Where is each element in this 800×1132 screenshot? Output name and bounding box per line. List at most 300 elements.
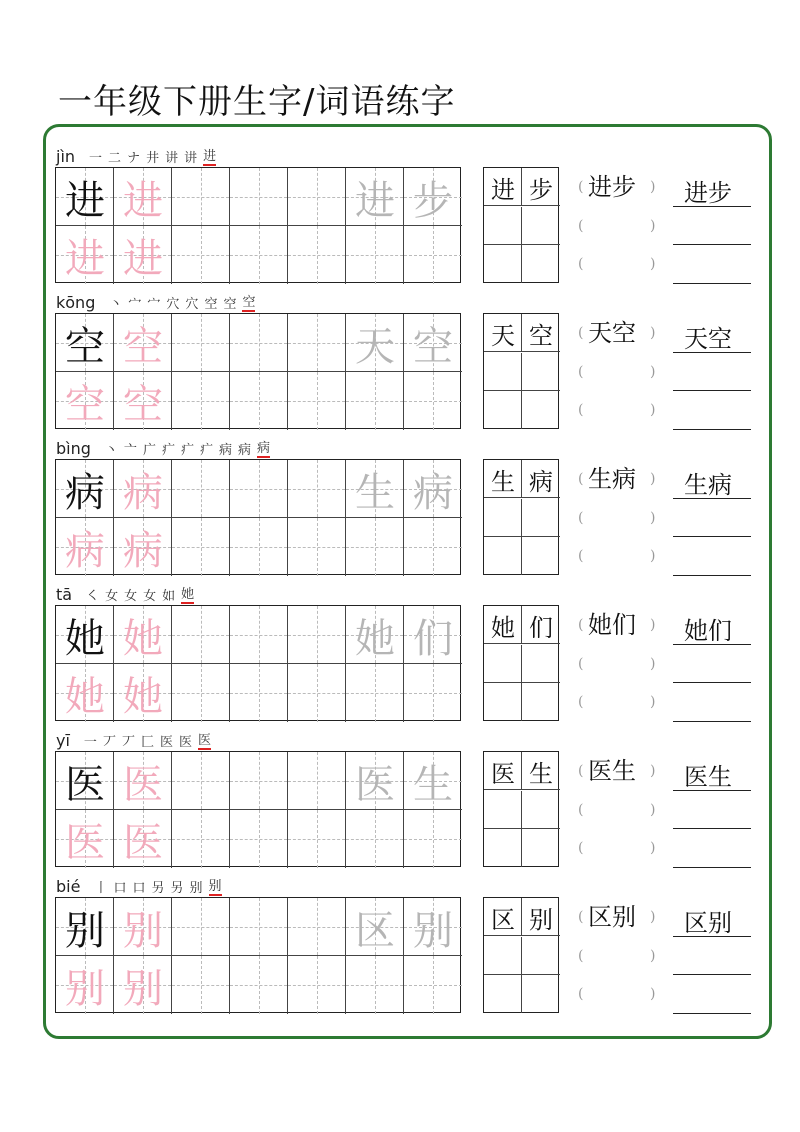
- pinyin: bié: [56, 877, 81, 896]
- paren-open: (: [578, 402, 584, 418]
- paren-open: (: [578, 948, 584, 964]
- writing-line[interactable]: [673, 498, 751, 499]
- grid-cell[interactable]: [404, 314, 462, 372]
- grid-cell[interactable]: [172, 460, 230, 518]
- stroke-step: 另: [151, 881, 165, 896]
- grid-cell[interactable]: [346, 314, 404, 372]
- grid-cell[interactable]: [56, 606, 114, 664]
- stroke-step: 疒: [180, 443, 194, 458]
- grid-cell[interactable]: [172, 226, 230, 284]
- paren-close: ): [650, 510, 656, 526]
- grid-cell[interactable]: [288, 810, 346, 868]
- stroke-step: 穴: [166, 297, 180, 312]
- paren-close: ): [650, 548, 656, 564]
- grid-cell[interactable]: [404, 372, 462, 430]
- word-char-1: 医: [355, 761, 395, 808]
- grid-cell[interactable]: [346, 898, 404, 956]
- grid-cell[interactable]: [56, 810, 114, 868]
- pinyin: tā: [56, 585, 73, 604]
- grid-cell[interactable]: [288, 168, 346, 226]
- stroke-step: 口: [132, 881, 146, 896]
- pinyin-stroke-line: [56, 290, 261, 312]
- grid-cell[interactable]: [172, 898, 230, 956]
- grid-cell[interactable]: [114, 664, 172, 722]
- paren-close: ): [650, 656, 656, 672]
- paren-open: (: [578, 364, 584, 380]
- grid-cell[interactable]: [404, 810, 462, 868]
- word-box-char: 生: [529, 759, 553, 788]
- stroke-step: 女: [124, 589, 138, 604]
- word-copy: 天空: [684, 325, 732, 353]
- grid-cell[interactable]: [56, 372, 114, 430]
- word-box-char: 步: [529, 175, 553, 204]
- grid-cell[interactable]: [230, 314, 288, 372]
- paren-close: ): [650, 840, 656, 856]
- word-box-cell[interactable]: [484, 606, 522, 644]
- paren-close: ): [650, 802, 656, 818]
- word-box-cell[interactable]: [484, 645, 522, 683]
- grid-cell[interactable]: [230, 752, 288, 810]
- stroke-step: 别: [209, 875, 222, 896]
- trace-char: 空: [65, 381, 105, 428]
- grid-cell[interactable]: [172, 372, 230, 430]
- grid-cell[interactable]: [114, 898, 172, 956]
- paren-open: (: [578, 325, 584, 341]
- word-box-cell[interactable]: [522, 314, 560, 352]
- practice-row: [0, 873, 800, 1019]
- writing-line[interactable]: [673, 1013, 751, 1014]
- grid-cell[interactable]: [404, 168, 462, 226]
- word-box: [483, 751, 559, 867]
- grid-cell[interactable]: [114, 314, 172, 372]
- stroke-step: 女: [105, 589, 119, 604]
- word-box-cell[interactable]: [484, 791, 522, 829]
- paren-close: ): [650, 948, 656, 964]
- word-box: [483, 313, 559, 429]
- model-char: 空: [65, 323, 105, 370]
- writing-grid: [55, 167, 461, 283]
- grid-cell[interactable]: [230, 168, 288, 226]
- grid-cell[interactable]: [346, 810, 404, 868]
- word-char-2: 步: [413, 177, 453, 224]
- paren-close: ): [650, 909, 656, 925]
- word-box-char: 们: [529, 613, 553, 642]
- grid-cell[interactable]: [346, 460, 404, 518]
- word-box-cell[interactable]: [522, 499, 560, 537]
- writing-line[interactable]: [673, 828, 751, 829]
- paren-close: ): [650, 986, 656, 1002]
- stroke-order: [84, 729, 217, 750]
- stroke-step: 广: [142, 443, 156, 458]
- stroke-step: 空: [223, 297, 237, 312]
- grid-cell[interactable]: [288, 460, 346, 518]
- word-char-2: 病: [413, 469, 453, 516]
- grid-cell[interactable]: [172, 314, 230, 372]
- writing-grid: [55, 605, 461, 721]
- writing-line[interactable]: [673, 936, 751, 937]
- grid-cell[interactable]: [288, 226, 346, 284]
- word-copy: 区别: [684, 909, 732, 937]
- grid-cell[interactable]: [230, 810, 288, 868]
- grid-cell[interactable]: [288, 956, 346, 1014]
- grid-cell[interactable]: [404, 752, 462, 810]
- trace-char: 医: [123, 819, 163, 866]
- grid-cell[interactable]: [346, 168, 404, 226]
- grid-cell[interactable]: [114, 460, 172, 518]
- word-text: 生病: [588, 465, 636, 493]
- word-box-cell[interactable]: [522, 645, 560, 683]
- grid-cell[interactable]: [288, 664, 346, 722]
- grid-cell[interactable]: [230, 956, 288, 1014]
- stroke-step: 二: [108, 151, 122, 166]
- word-box-cell[interactable]: [484, 937, 522, 975]
- grid-cell[interactable]: [114, 226, 172, 284]
- grid-cell[interactable]: [56, 518, 114, 576]
- grid-cell[interactable]: [172, 664, 230, 722]
- writing-line[interactable]: [673, 867, 751, 868]
- paren-open: (: [578, 471, 584, 487]
- word-box-cell[interactable]: [484, 391, 522, 429]
- stroke-step: 丶: [104, 443, 118, 458]
- stroke-step: 丨: [94, 881, 108, 896]
- word-box-cell[interactable]: [484, 752, 522, 790]
- stroke-step: 井: [146, 151, 160, 166]
- stroke-step: ㇛: [86, 589, 100, 604]
- word-box-cell[interactable]: [484, 898, 522, 936]
- stroke-step: 穴: [185, 297, 199, 312]
- word-box-cell[interactable]: [522, 752, 560, 790]
- writing-line[interactable]: [673, 575, 751, 576]
- stroke-step: 医: [198, 729, 211, 750]
- word-text: 医生: [588, 757, 636, 785]
- word-box-cell[interactable]: [484, 499, 522, 537]
- grid-cell[interactable]: [114, 956, 172, 1014]
- grid-cell[interactable]: [172, 168, 230, 226]
- writing-line[interactable]: [673, 644, 751, 645]
- word-text: 区别: [588, 903, 636, 931]
- grid-cell[interactable]: [346, 226, 404, 284]
- grid-cell[interactable]: [114, 168, 172, 226]
- paren-open: (: [578, 656, 584, 672]
- writing-line[interactable]: [673, 429, 751, 430]
- paren-open: (: [578, 179, 584, 195]
- grid-cell[interactable]: [288, 898, 346, 956]
- stroke-order: [105, 437, 276, 458]
- word-char-1: 进: [355, 177, 395, 224]
- stroke-step: 宀: [128, 297, 142, 312]
- writing-line[interactable]: [673, 974, 751, 975]
- stroke-step: 病: [219, 443, 233, 458]
- word-char-1: 天: [355, 323, 395, 370]
- grid-cell[interactable]: [56, 898, 114, 956]
- word-box: [483, 897, 559, 1013]
- stroke-step: 匚: [140, 735, 154, 750]
- writing-line[interactable]: [673, 352, 751, 353]
- grid-cell[interactable]: [230, 226, 288, 284]
- paren-open: (: [578, 617, 584, 633]
- word-box: [483, 459, 559, 575]
- word-box-char: 她: [491, 613, 515, 642]
- paren-close: ): [650, 364, 656, 380]
- word-text: 她们: [588, 611, 636, 639]
- word-box-cell[interactable]: [522, 829, 560, 867]
- stroke-step: 如: [162, 589, 176, 604]
- paren-open: (: [578, 763, 584, 779]
- word-box-cell[interactable]: [522, 353, 560, 391]
- stroke-step: 宀: [147, 297, 161, 312]
- grid-cell[interactable]: [172, 752, 230, 810]
- stroke-order: [94, 875, 227, 896]
- trace-char: 空: [123, 381, 163, 428]
- writing-line[interactable]: [673, 721, 751, 722]
- word-box-cell[interactable]: [522, 898, 560, 936]
- writing-line[interactable]: [673, 682, 751, 683]
- grid-cell[interactable]: [288, 314, 346, 372]
- paren-close: ): [650, 218, 656, 234]
- writing-line[interactable]: [673, 283, 751, 284]
- word-box-cell[interactable]: [484, 829, 522, 867]
- grid-cell[interactable]: [288, 752, 346, 810]
- word-box-cell[interactable]: [522, 391, 560, 429]
- paren-close: ): [650, 471, 656, 487]
- grid-cell[interactable]: [172, 606, 230, 664]
- paren-open: (: [578, 840, 584, 856]
- word-box-cell[interactable]: [484, 314, 522, 352]
- paren-close: ): [650, 617, 656, 633]
- model-char: 别: [65, 907, 105, 954]
- word-char-1: 区: [355, 907, 395, 954]
- stroke-step: 丆: [102, 735, 116, 750]
- stroke-step: 进: [203, 145, 216, 166]
- word-char-2: 们: [413, 615, 453, 662]
- grid-cell[interactable]: [346, 752, 404, 810]
- trace-char: 病: [65, 527, 105, 574]
- writing-line[interactable]: [673, 390, 751, 391]
- stroke-step: 一: [83, 735, 97, 750]
- trace-char: 医: [123, 761, 163, 808]
- paren-open: (: [578, 510, 584, 526]
- word-box-cell[interactable]: [484, 245, 522, 283]
- paren-close: ): [650, 325, 656, 341]
- paren-open: (: [578, 909, 584, 925]
- trace-char: 她: [123, 673, 163, 720]
- practice-row: [0, 727, 800, 873]
- trace-char: 别: [65, 965, 105, 1012]
- grid-cell[interactable]: [114, 518, 172, 576]
- word-copy: 生病: [684, 471, 732, 499]
- grid-cell[interactable]: [404, 518, 462, 576]
- paren-open: (: [578, 802, 584, 818]
- grid-cell[interactable]: [56, 460, 114, 518]
- practice-row: [0, 435, 800, 581]
- word-box-cell[interactable]: [522, 606, 560, 644]
- pinyin-stroke-line: [56, 728, 217, 750]
- paren-close: ): [650, 179, 656, 195]
- grid-cell[interactable]: [404, 956, 462, 1014]
- word-box-cell[interactable]: [484, 975, 522, 1013]
- grid-cell[interactable]: [346, 372, 404, 430]
- paren-close: ): [650, 402, 656, 418]
- word-copy: 她们: [684, 617, 732, 645]
- paren-open: (: [578, 256, 584, 272]
- stroke-step: ナ: [127, 151, 141, 166]
- grid-cell[interactable]: [56, 168, 114, 226]
- grid-cell[interactable]: [404, 606, 462, 664]
- paren-close: ): [650, 694, 656, 710]
- grid-cell[interactable]: [288, 518, 346, 576]
- word-box-cell[interactable]: [522, 975, 560, 1013]
- stroke-step: 空: [242, 291, 255, 312]
- writing-line[interactable]: [673, 536, 751, 537]
- stroke-step: 亠: [123, 443, 137, 458]
- word-text: 进步: [588, 173, 636, 201]
- word-box-char: 生: [491, 467, 515, 496]
- writing-grid: [55, 897, 461, 1013]
- word-box-cell[interactable]: [484, 460, 522, 498]
- writing-grid: [55, 751, 461, 867]
- stroke-step: 讲: [184, 151, 198, 166]
- writing-line[interactable]: [673, 206, 751, 207]
- practice-row: [0, 143, 800, 289]
- pinyin: jìn: [56, 147, 76, 166]
- practice-row: [0, 289, 800, 435]
- grid-cell[interactable]: [56, 752, 114, 810]
- grid-cell[interactable]: [288, 606, 346, 664]
- grid-cell[interactable]: [114, 810, 172, 868]
- grid-cell[interactable]: [56, 664, 114, 722]
- model-char: 进: [65, 177, 105, 224]
- stroke-step: 讲: [165, 151, 179, 166]
- grid-cell[interactable]: [346, 664, 404, 722]
- word-box: [483, 167, 559, 283]
- stroke-step: 疒: [199, 443, 213, 458]
- word-box-cell[interactable]: [484, 537, 522, 575]
- stroke-order: [109, 291, 261, 312]
- word-box-cell[interactable]: [522, 168, 560, 206]
- word-text: 天空: [588, 319, 636, 347]
- trace-char: 她: [65, 673, 105, 720]
- word-box-cell[interactable]: [522, 245, 560, 283]
- grid-cell[interactable]: [114, 606, 172, 664]
- word-box-cell[interactable]: [522, 460, 560, 498]
- stroke-step: 疒: [161, 443, 175, 458]
- trace-char: 医: [65, 819, 105, 866]
- word-box-cell[interactable]: [522, 791, 560, 829]
- word-box-char: 进: [491, 175, 515, 204]
- grid-cell[interactable]: [172, 810, 230, 868]
- pinyin: yī: [56, 731, 70, 750]
- paren-open: (: [578, 986, 584, 1002]
- word-box-char: 空: [529, 321, 553, 350]
- paren-close: ): [650, 256, 656, 272]
- word-box-cell[interactable]: [522, 537, 560, 575]
- word-box-char: 医: [491, 759, 515, 788]
- grid-cell[interactable]: [56, 314, 114, 372]
- word-char-1: 生: [355, 469, 395, 516]
- grid-cell[interactable]: [230, 460, 288, 518]
- grid-cell[interactable]: [404, 664, 462, 722]
- word-box-cell[interactable]: [522, 207, 560, 245]
- pinyin: kōng: [56, 293, 96, 312]
- word-box-char: 别: [529, 905, 553, 934]
- trace-char: 进: [65, 235, 105, 282]
- word-box-cell[interactable]: [484, 683, 522, 721]
- word-box-cell[interactable]: [484, 207, 522, 245]
- grid-cell[interactable]: [172, 956, 230, 1014]
- word-box-char: 病: [529, 467, 553, 496]
- model-char: 她: [65, 615, 105, 662]
- stroke-order: [89, 145, 222, 166]
- stroke-step: 一: [89, 151, 103, 166]
- word-box: [483, 605, 559, 721]
- word-box-cell[interactable]: [522, 937, 560, 975]
- model-char: 病: [65, 469, 105, 516]
- word-char-2: 生: [413, 761, 453, 808]
- paren-open: (: [578, 218, 584, 234]
- pinyin-stroke-line: [56, 582, 200, 604]
- pinyin: bìng: [56, 439, 91, 458]
- grid-cell[interactable]: [230, 518, 288, 576]
- stroke-step: 口: [113, 881, 127, 896]
- grid-cell[interactable]: [230, 606, 288, 664]
- grid-cell[interactable]: [404, 226, 462, 284]
- grid-cell[interactable]: [230, 664, 288, 722]
- paren-open: (: [578, 548, 584, 564]
- stroke-step: 别: [189, 881, 203, 896]
- grid-cell[interactable]: [404, 898, 462, 956]
- trace-char: 病: [123, 527, 163, 574]
- grid-cell[interactable]: [404, 460, 462, 518]
- writing-grid: [55, 459, 461, 575]
- grid-cell[interactable]: [346, 518, 404, 576]
- pinyin-stroke-line: [56, 436, 276, 458]
- stroke-step: 医: [179, 735, 193, 750]
- practice-row: [0, 581, 800, 727]
- model-char: 医: [65, 761, 105, 808]
- grid-cell[interactable]: [230, 372, 288, 430]
- word-box-cell[interactable]: [484, 168, 522, 206]
- stroke-step: 她: [181, 583, 194, 604]
- trace-char: 她: [123, 615, 163, 662]
- stroke-order: [86, 583, 200, 604]
- grid-cell[interactable]: [288, 372, 346, 430]
- writing-line[interactable]: [673, 790, 751, 791]
- stroke-step: 病: [257, 437, 270, 458]
- pinyin-stroke-line: [56, 144, 222, 166]
- trace-char: 空: [123, 323, 163, 370]
- grid-cell[interactable]: [346, 956, 404, 1014]
- word-box-char: 区: [491, 905, 515, 934]
- word-copy: 进步: [684, 179, 732, 207]
- word-box-char: 天: [491, 321, 515, 350]
- word-copy: 医生: [684, 763, 732, 791]
- grid-cell[interactable]: [114, 372, 172, 430]
- grid-cell[interactable]: [172, 518, 230, 576]
- page-title: 一年级下册生字/词语练字: [58, 82, 456, 122]
- stroke-step: 医: [159, 735, 173, 750]
- grid-cell[interactable]: [230, 898, 288, 956]
- paren-close: ): [650, 763, 656, 779]
- grid-cell[interactable]: [56, 226, 114, 284]
- word-box-cell[interactable]: [522, 683, 560, 721]
- grid-cell[interactable]: [346, 606, 404, 664]
- writing-line[interactable]: [673, 244, 751, 245]
- trace-char: 病: [123, 469, 163, 516]
- word-box-cell[interactable]: [484, 353, 522, 391]
- grid-cell[interactable]: [114, 752, 172, 810]
- paren-open: (: [578, 694, 584, 710]
- grid-cell[interactable]: [56, 956, 114, 1014]
